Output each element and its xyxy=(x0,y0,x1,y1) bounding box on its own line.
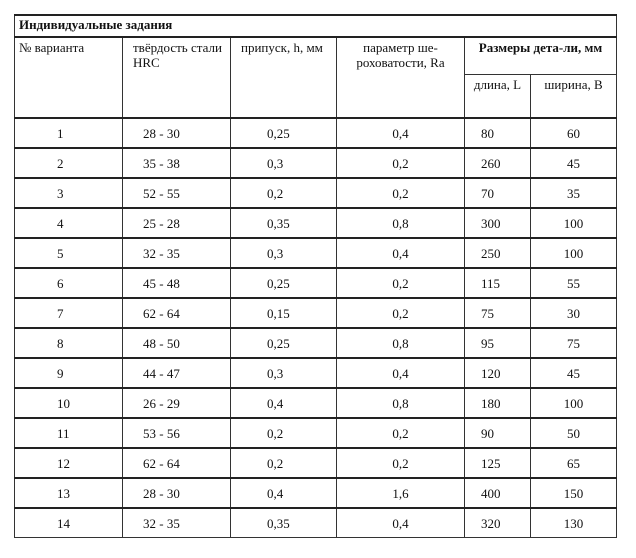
header-dimensions: Размеры дета-ли, мм xyxy=(465,37,617,75)
hardness-cell: 44 - 47 xyxy=(123,358,231,388)
variant-cell: 13 xyxy=(15,478,123,508)
width-cell: 100 xyxy=(531,208,617,238)
width-cell: 65 xyxy=(531,448,617,478)
hardness-cell: 48 - 50 xyxy=(123,328,231,358)
allowance-cell: 0,4 xyxy=(231,478,337,508)
header-allowance: припуск, h, мм xyxy=(231,37,337,118)
variant-cell: 11 xyxy=(15,418,123,448)
length-cell: 115 xyxy=(465,268,531,298)
length-cell: 70 xyxy=(465,178,531,208)
roughness-cell: 0,8 xyxy=(337,388,465,418)
hardness-cell: 28 - 30 xyxy=(123,118,231,148)
length-cell: 125 xyxy=(465,448,531,478)
allowance-cell: 0,3 xyxy=(231,238,337,268)
hardness-cell: 52 - 55 xyxy=(123,178,231,208)
length-cell: 320 xyxy=(465,508,531,538)
hardness-cell: 32 - 35 xyxy=(123,238,231,268)
hardness-cell: 28 - 30 xyxy=(123,478,231,508)
hardness-cell: 53 - 56 xyxy=(123,418,231,448)
variant-cell: 8 xyxy=(15,328,123,358)
variant-cell: 4 xyxy=(15,208,123,238)
variant-cell: 1 xyxy=(15,118,123,148)
table-row xyxy=(15,358,617,388)
variant-cell: 10 xyxy=(15,388,123,418)
allowance-cell: 0,35 xyxy=(231,208,337,238)
allowance-cell: 0,35 xyxy=(231,508,337,538)
allowance-cell: 0,25 xyxy=(231,268,337,298)
roughness-cell: 0,4 xyxy=(337,508,465,538)
hardness-cell: 35 - 38 xyxy=(123,148,231,178)
table-row xyxy=(15,508,617,538)
width-cell: 55 xyxy=(531,268,617,298)
width-cell: 100 xyxy=(531,388,617,418)
length-cell: 250 xyxy=(465,238,531,268)
hardness-cell: 25 - 28 xyxy=(123,208,231,238)
hardness-cell: 45 - 48 xyxy=(123,268,231,298)
header-hardness: твёрдость стали HRC xyxy=(123,37,231,118)
width-cell: 45 xyxy=(531,148,617,178)
header-variant: № варианта xyxy=(15,37,123,118)
length-cell: 80 xyxy=(465,118,531,148)
width-cell: 100 xyxy=(531,238,617,268)
allowance-cell: 0,15 xyxy=(231,298,337,328)
hardness-cell: 62 - 64 xyxy=(123,448,231,478)
hardness-cell: 26 - 29 xyxy=(123,388,231,418)
roughness-cell: 0,8 xyxy=(337,208,465,238)
roughness-cell: 0,2 xyxy=(337,268,465,298)
table-row xyxy=(15,328,617,358)
table-row xyxy=(15,148,617,178)
width-cell: 60 xyxy=(531,118,617,148)
allowance-cell: 0,4 xyxy=(231,388,337,418)
header-width: ширина, B xyxy=(531,75,617,119)
roughness-cell: 0,2 xyxy=(337,178,465,208)
width-cell: 75 xyxy=(531,328,617,358)
width-cell: 45 xyxy=(531,358,617,388)
width-cell: 30 xyxy=(531,298,617,328)
width-cell: 50 xyxy=(531,418,617,448)
allowance-cell: 0,2 xyxy=(231,178,337,208)
roughness-cell: 0,2 xyxy=(337,448,465,478)
table-row xyxy=(15,118,617,148)
length-cell: 400 xyxy=(465,478,531,508)
variant-cell: 14 xyxy=(15,508,123,538)
variant-cell: 12 xyxy=(15,448,123,478)
roughness-cell: 1,6 xyxy=(337,478,465,508)
roughness-cell: 0,4 xyxy=(337,358,465,388)
hardness-cell: 32 - 35 xyxy=(123,508,231,538)
variant-cell: 9 xyxy=(15,358,123,388)
table-row xyxy=(15,238,617,268)
table-row xyxy=(15,178,617,208)
width-cell: 150 xyxy=(531,478,617,508)
roughness-cell: 0,8 xyxy=(337,328,465,358)
task-sheet xyxy=(14,14,616,538)
allowance-cell: 0,3 xyxy=(231,148,337,178)
table-row xyxy=(15,298,617,328)
variant-cell: 7 xyxy=(15,298,123,328)
allowance-cell: 0,25 xyxy=(231,118,337,148)
length-cell: 90 xyxy=(465,418,531,448)
table-title: Индивидуальные задания xyxy=(15,15,617,37)
table-body xyxy=(15,118,617,538)
variant-cell: 3 xyxy=(15,178,123,208)
variant-cell: 6 xyxy=(15,268,123,298)
table-row xyxy=(15,448,617,478)
table-row xyxy=(15,388,617,418)
width-cell: 130 xyxy=(531,508,617,538)
length-cell: 95 xyxy=(465,328,531,358)
allowance-cell: 0,2 xyxy=(231,418,337,448)
header-roughness: параметр ше-роховатости, Ra xyxy=(337,37,465,118)
table-row xyxy=(15,478,617,508)
length-cell: 300 xyxy=(465,208,531,238)
variant-cell: 5 xyxy=(15,238,123,268)
variant-cell: 2 xyxy=(15,148,123,178)
length-cell: 120 xyxy=(465,358,531,388)
header-length: длина, L xyxy=(465,75,531,119)
roughness-cell: 0,2 xyxy=(337,148,465,178)
table-row xyxy=(15,418,617,448)
roughness-cell: 0,2 xyxy=(337,298,465,328)
allowance-cell: 0,25 xyxy=(231,328,337,358)
width-cell: 35 xyxy=(531,178,617,208)
roughness-cell: 0,2 xyxy=(337,418,465,448)
length-cell: 180 xyxy=(465,388,531,418)
tasks-table xyxy=(14,14,617,538)
roughness-cell: 0,4 xyxy=(337,238,465,268)
length-cell: 260 xyxy=(465,148,531,178)
table-row xyxy=(15,208,617,238)
hardness-cell: 62 - 64 xyxy=(123,298,231,328)
table-row xyxy=(15,268,617,298)
length-cell: 75 xyxy=(465,298,531,328)
allowance-cell: 0,3 xyxy=(231,358,337,388)
roughness-cell: 0,4 xyxy=(337,118,465,148)
allowance-cell: 0,2 xyxy=(231,448,337,478)
